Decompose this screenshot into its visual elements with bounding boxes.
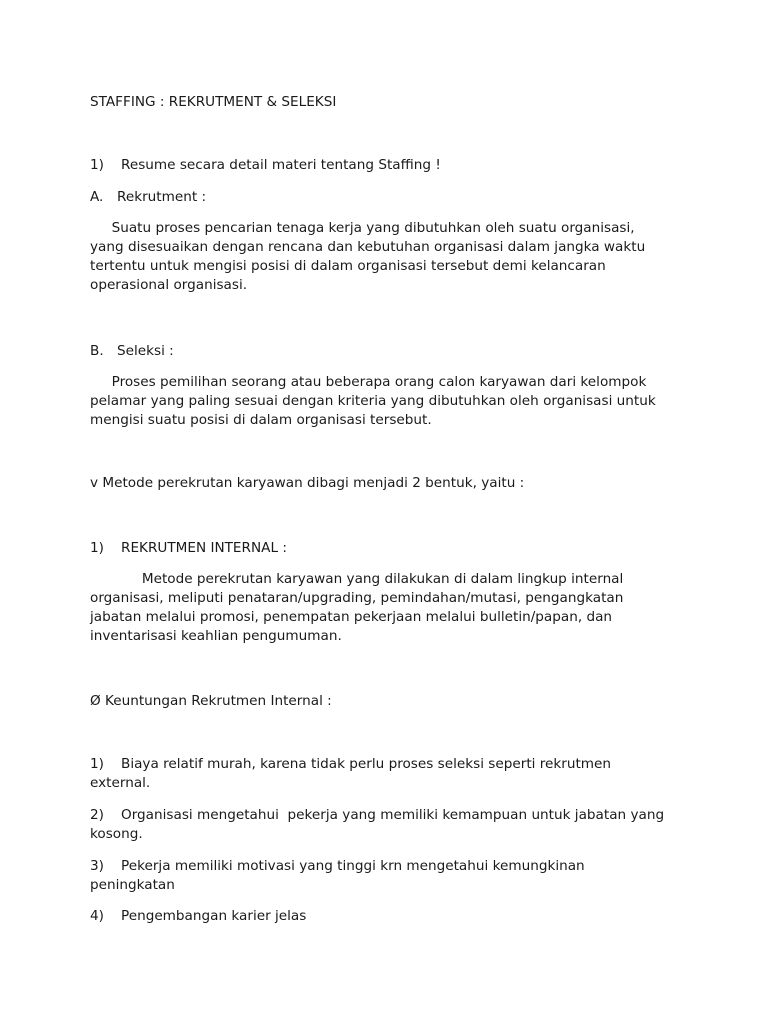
list-item-text: Pekerja memiliki motivasi yang tinggi krn mengetahui kemungkinan <box>121 858 585 874</box>
list-item-text: external. <box>90 775 151 791</box>
paragraph-line: mengisi suatu posisi di dalam organisasi tersebut. <box>90 412 432 428</box>
question-1 <box>90 156 441 175</box>
section-b-text: Seleksi : <box>117 343 174 359</box>
list-item-text: Pengembangan karier jelas <box>121 908 307 924</box>
internal-text: REKRUTMEN INTERNAL : <box>121 540 287 556</box>
section-b-heading <box>90 342 174 361</box>
paragraph-line: Suatu proses pencarian tenaga kerja yang dibutuhkan oleh suatu organisasi, <box>90 220 635 236</box>
list-item <box>90 755 690 793</box>
paragraph-line: Proses pemilihan seorang atau beberapa orang calon karyawan dari kelompok <box>90 374 647 390</box>
question-1-number: 1) <box>90 157 104 173</box>
paragraph-line: operasional organisasi. <box>90 277 248 293</box>
internal-paragraph <box>90 570 690 646</box>
section-a-heading <box>90 188 206 207</box>
list-item-text: kosong. <box>90 826 143 842</box>
keuntungan-bullet: Ø Keuntungan Rekrutmen Internal : <box>90 693 332 709</box>
paragraph-line: Metode perekrutan karyawan yang dilakukan di dalam lingkup internal <box>90 571 624 587</box>
paragraph-line: yang disesuaikan dengan rencana dan kebutuhan organisasi dalam jangka waktu <box>90 239 646 255</box>
metode-bullet: v Metode perekrutan karyawan dibagi menjadi 2 bentuk, yaitu : <box>90 475 525 491</box>
section-a-text: Rekrutment : <box>117 189 207 205</box>
document-title: STAFFING : REKRUTMENT & SELEKSI <box>90 94 337 110</box>
question-1-text: Resume secara detail materi tentang Staffing ! <box>121 157 441 173</box>
section-a-paragraph <box>90 219 690 295</box>
list-item <box>90 806 690 844</box>
list-item-number: 4) <box>90 908 104 924</box>
document-page <box>90 0 690 1024</box>
paragraph-line: inventarisasi keahlian pengumuman. <box>90 628 342 644</box>
list-item-text: Biaya relatif murah, karena tidak perlu proses seleksi seperti rekrutmen <box>121 756 612 772</box>
list-item <box>90 857 690 895</box>
list-item-text: peningkatan <box>90 877 175 893</box>
section-b-number: B. <box>90 343 104 359</box>
list-item-number: 1) <box>90 756 104 772</box>
section-b-paragraph <box>90 373 690 430</box>
paragraph-line: tertentu untuk mengisi posisi di dalam organisasi tersebut demi kelancaran <box>90 258 606 274</box>
list-item-number: 2) <box>90 807 104 823</box>
list-item-text: Organisasi mengetahui pekerja yang memiliki kemampuan untuk jabatan yang <box>121 807 665 823</box>
paragraph-line: pelamar yang paling sesuai dengan kriteria yang dibutuhkan oleh organisasi untuk <box>90 393 656 409</box>
list-item <box>90 907 690 926</box>
internal-number: 1) <box>90 540 104 556</box>
section-a-number: A. <box>90 189 104 205</box>
paragraph-line: organisasi, meliputi penataran/upgrading, pemindahan/mutasi, pengangkatan <box>90 590 624 606</box>
list-item-number: 3) <box>90 858 104 874</box>
paragraph-line: jabatan melalui promosi, penempatan pekerjaan melalui bulletin/papan, dan <box>90 609 613 625</box>
internal-heading <box>90 539 287 558</box>
